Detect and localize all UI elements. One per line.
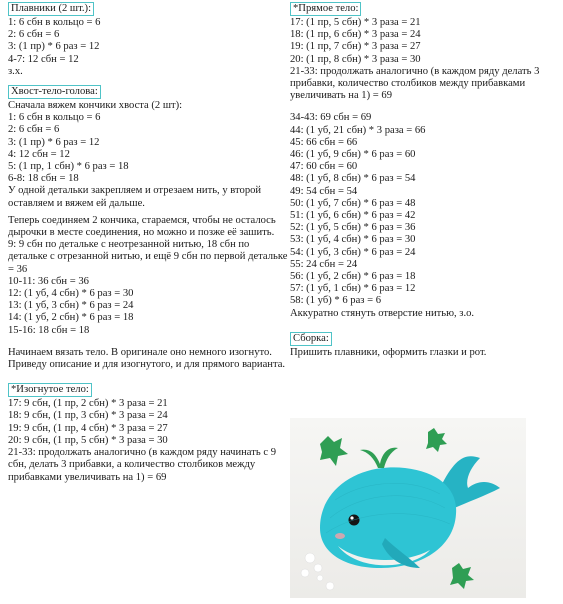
pattern-row: 4: 12 сбн = 12	[8, 148, 70, 160]
pattern-row: 2: 6 сбн = 6	[8, 29, 60, 41]
whale-toy-photo	[290, 418, 526, 598]
pattern-row: 19: (1 пр, 7 сбн) * 3 раза = 27	[290, 41, 421, 53]
pattern-row: 48: (1 уб, 8 сбн) * 6 раз = 54	[290, 173, 416, 185]
closing-line: Аккуратно стянуть отверстие нитью, з.о.	[290, 307, 475, 319]
pattern-row: 34-43: 69 сбн = 69	[290, 112, 372, 124]
straight-paragraph: 21-33: продолжать аналогично (в каждом ряду делать 3 прибавки, количество столбиков между прибавками увеличивать на 1) = 69	[290, 65, 540, 102]
assembly-header: Сборка:	[290, 332, 332, 346]
fins-lines	[8, 17, 290, 78]
pattern-row: 56: (1 уб, 2 сбн) * 6 раз = 18	[290, 271, 416, 283]
curved-lines	[8, 398, 290, 447]
pattern-row: 10-11: 36 сбн = 36	[8, 275, 89, 287]
pattern-row: 50: (1 уб, 7 сбн) * 6 раз = 48	[290, 197, 416, 209]
pattern-row: 44: (1 уб, 21 сбн) * 3 раза = 66	[290, 124, 426, 136]
tail-paragraph: У одной детальки закрепляем и отрезаем нить, у второй оставляем и вяжем ей дальше.	[8, 185, 262, 209]
pattern-row: 13: (1 уб, 3 сбн) * 6 раз = 24	[8, 300, 134, 312]
pattern-row: 46: (1 уб, 9 сбн) * 6 раз = 60	[290, 149, 416, 161]
pattern-row: 6-8: 18 сбн = 18	[8, 173, 79, 185]
pattern-row: 20: 9 сбн, (1 пр, 5 сбн) * 3 раза = 30	[8, 434, 168, 446]
pattern-row: 19: 9 сбн, (1 пр, 4 сбн) * 3 раза = 27	[8, 422, 168, 434]
pattern-row: з.х.	[8, 65, 23, 77]
pattern-row: 18: 9 сбн, (1 пр, 3 сбн) * 3 раза = 24	[8, 410, 168, 422]
curved-paragraph: 21-33: продолжать аналогично (в каждом ряду начинать с 9 сбн, делать 3 прибавки, а количество столбиков между прибавками увеличивать на 1) = 69	[8, 447, 276, 483]
pattern-row: 54: (1 уб, 3 сбн) * 6 раз = 24	[290, 246, 416, 258]
assembly-text: Пришить плавники, оформить глазки и рот.	[290, 346, 487, 358]
straight-lines-a	[290, 17, 558, 66]
pattern-row: 58: (1 уб) * 6 раз = 6	[290, 295, 382, 307]
pattern-row: 53: (1 уб, 4 сбн) * 6 раз = 30	[290, 234, 416, 246]
pattern-row: 15-16: 18 сбн = 18	[8, 324, 90, 336]
pattern-row: 17: 9 сбн, (1 пр, 2 сбн) * 3 раза = 21	[8, 398, 168, 410]
left-column	[8, 0, 290, 484]
pattern-row: 51: (1 уб, 6 сбн) * 6 раз = 42	[290, 210, 416, 222]
pattern-row: 5: (1 пр, 1 сбн) * 6 раз = 18	[8, 161, 129, 173]
pattern-row: 1: 6 сбн в кольцо = 6	[8, 17, 101, 28]
pattern-row: 49: 54 сбн = 54	[290, 185, 358, 197]
pattern-row: 55: 24 сбн = 24	[290, 258, 358, 270]
tail-lines-a	[8, 100, 290, 185]
body-intro-paragraph: Начинаем вязать тело. В оригинале оно немного изогнуто. Приведу описание и для изогнутого, и для прямого варианта.	[8, 346, 286, 371]
pattern-row: 57: (1 уб, 1 сбн) * 6 раз = 12	[290, 283, 416, 295]
whale-toy-illustration	[290, 418, 526, 598]
pattern-row: 1: 6 сбн в кольцо = 6	[8, 112, 101, 124]
straight-body-header: *Прямое тело:	[290, 2, 361, 16]
pattern-row: 2: 6 сбн = 6	[8, 124, 60, 136]
pattern-row: 3: (1 пр) * 6 раз = 12	[8, 41, 100, 53]
pattern-row: 18: (1 пр, 6 сбн) * 3 раза = 24	[290, 29, 421, 41]
pattern-row: 12: (1 уб, 4 сбн) * 6 раз = 30	[8, 288, 134, 300]
tail-lines-b	[8, 276, 290, 337]
pattern-row: 20: (1 пр, 8 сбн) * 3 раза = 30	[290, 53, 421, 65]
pattern-row: 45: 66 сбн = 66	[290, 136, 358, 148]
pattern-row: 3: (1 пр) * 6 раз = 12	[8, 136, 100, 148]
pattern-row: 52: (1 уб, 5 сбн) * 6 раз = 36	[290, 222, 416, 234]
right-column	[290, 0, 558, 359]
white-sprig-decoration	[301, 553, 334, 590]
tail-paragraph: Теперь соединяем 2 кончика, стараемся, чтобы не осталось дырочки в месте соединения, но можно и позже её зашить.	[8, 214, 276, 239]
tail-header: Хвост-тело-голова:	[8, 85, 101, 99]
fins-header: Плавники (2 шт.):	[8, 2, 94, 16]
tail-paragraph: 9: 9 сбн по детальке с неотрезанной нитью, 18 сбн по детальке с отрезанной нитью, и ещё 9 сбн по первой детальке = 36	[8, 239, 288, 275]
pattern-row: 4-7: 12 сбн = 12	[8, 53, 79, 65]
pattern-row: 17: (1 пр, 5 сбн) * 3 раза = 21	[290, 17, 421, 28]
pattern-row: 47: 60 сбн = 60	[290, 161, 358, 173]
straight-lines-b	[290, 112, 558, 307]
pattern-row: 14: (1 уб, 2 сбн) * 6 раз = 18	[8, 312, 134, 324]
pattern-row: Сначала вяжем кончики хвоста (2 шт):	[8, 100, 183, 112]
curved-body-header: *Изогнутое тело:	[8, 383, 92, 397]
